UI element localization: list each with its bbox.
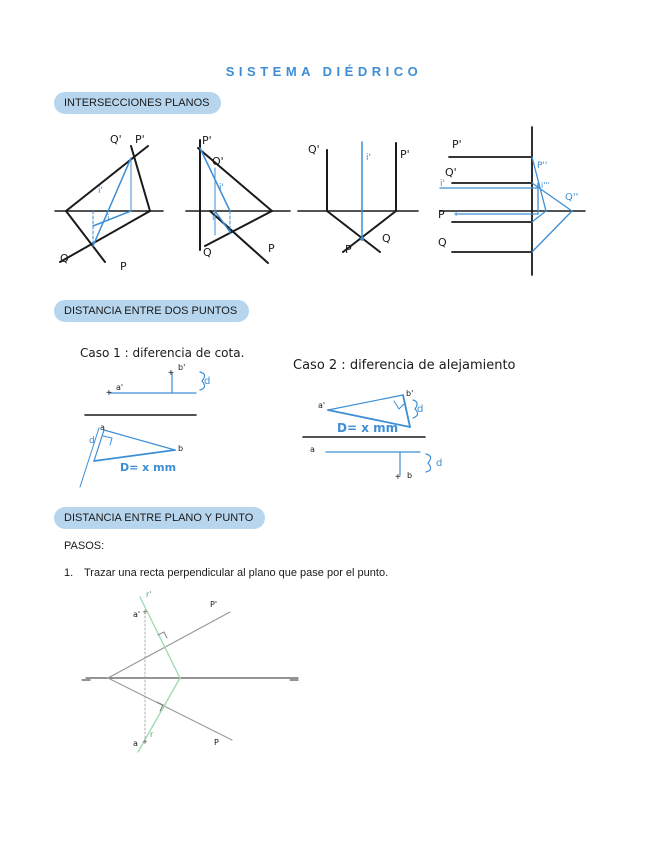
caso-1-a: a bbox=[100, 423, 105, 432]
caso-1-a2: a' bbox=[116, 383, 124, 392]
label-d4-q3: Q'' bbox=[565, 192, 579, 203]
label-d3-q2: Q' bbox=[308, 143, 320, 156]
label-d2-i2: i' bbox=[219, 183, 224, 193]
caso-2-title: Caso 2 : diferencia de alejamiento bbox=[293, 358, 516, 373]
label-d4-i1: i bbox=[455, 209, 458, 218]
label-d2-p: P bbox=[268, 242, 275, 255]
caso-1-d: d bbox=[89, 436, 95, 446]
caso-2-d-top: d bbox=[417, 404, 424, 415]
label-d3-q: Q bbox=[382, 232, 391, 245]
label-d2-p2: P' bbox=[202, 134, 212, 147]
pp-a: a bbox=[133, 739, 138, 748]
label-d1-i2: i' bbox=[98, 186, 103, 196]
label-d4-i3: i''' bbox=[541, 181, 550, 190]
label-d4-p2: P' bbox=[452, 138, 462, 151]
pp-r2: r' bbox=[146, 590, 152, 599]
caso-2-d: d bbox=[436, 458, 443, 469]
svg-text:+: + bbox=[395, 472, 401, 483]
caso-1-b2: b' bbox=[178, 363, 186, 372]
caso-2-b2: b' bbox=[406, 389, 414, 398]
label-d2-i1: i bbox=[212, 213, 215, 223]
label-d1-p2: P' bbox=[135, 133, 145, 146]
plano-punto-diagram bbox=[82, 597, 298, 752]
label-d1-q2: Q' bbox=[110, 133, 122, 146]
label-d1-q: Q bbox=[60, 252, 69, 265]
section-heading-distancia-puntos: DISTANCIA ENTRE DOS PUNTOS bbox=[54, 300, 249, 322]
section-heading-intersecciones: INTERSECCIONES PLANOS bbox=[54, 92, 221, 114]
label-d4-q: Q bbox=[438, 236, 447, 249]
label-d2-q2: Q' bbox=[212, 155, 224, 168]
caso-2-dist: D= x mm bbox=[337, 421, 399, 435]
step-1-number: 1. bbox=[64, 567, 74, 579]
caso-1-dist: D= x mm bbox=[120, 461, 177, 474]
svg-text:+: + bbox=[168, 368, 174, 379]
section-heading-plano-punto: DISTANCIA ENTRE PLANO Y PUNTO bbox=[54, 507, 265, 529]
pp-r: r bbox=[150, 730, 154, 739]
label-d4-p: P bbox=[438, 208, 445, 221]
interseccion-diagram-1 bbox=[55, 146, 163, 262]
label-d2-q: Q bbox=[203, 246, 212, 259]
label-d4-q2: Q' bbox=[445, 166, 457, 179]
steps-label: PASOS: bbox=[64, 540, 105, 552]
label-d3-p: P bbox=[345, 243, 352, 256]
pp-p2: P' bbox=[210, 600, 218, 609]
step-1-text: Trazar una recta perpendicular al plano que pase por el punto. bbox=[84, 567, 389, 579]
label-d3-p2: P' bbox=[400, 148, 410, 161]
label-d4-i2: i' bbox=[440, 179, 445, 189]
caso-1-d-top: d bbox=[204, 376, 211, 387]
interseccion-diagram-4 bbox=[440, 127, 585, 275]
label-d4-p3: P'' bbox=[537, 161, 548, 171]
svg-text:+: + bbox=[142, 737, 148, 747]
pp-p: P bbox=[214, 738, 219, 747]
page-title: SISTEMA DIÉDRICO bbox=[225, 64, 423, 79]
svg-text:+: + bbox=[142, 607, 148, 617]
label-d1-i1: i bbox=[107, 214, 110, 224]
caso-1-b: b bbox=[178, 444, 184, 453]
caso-2-b: b bbox=[407, 471, 413, 480]
label-d1-p: P bbox=[120, 260, 127, 273]
pp-a2: a' bbox=[133, 610, 141, 619]
caso-2-a: a bbox=[310, 445, 315, 454]
caso-2-a2: a' bbox=[318, 401, 326, 410]
caso-1-title: Caso 1 : diferencia de cota. bbox=[80, 346, 245, 360]
label-d3-i2: i' bbox=[366, 153, 371, 163]
svg-text:+: + bbox=[106, 388, 112, 399]
